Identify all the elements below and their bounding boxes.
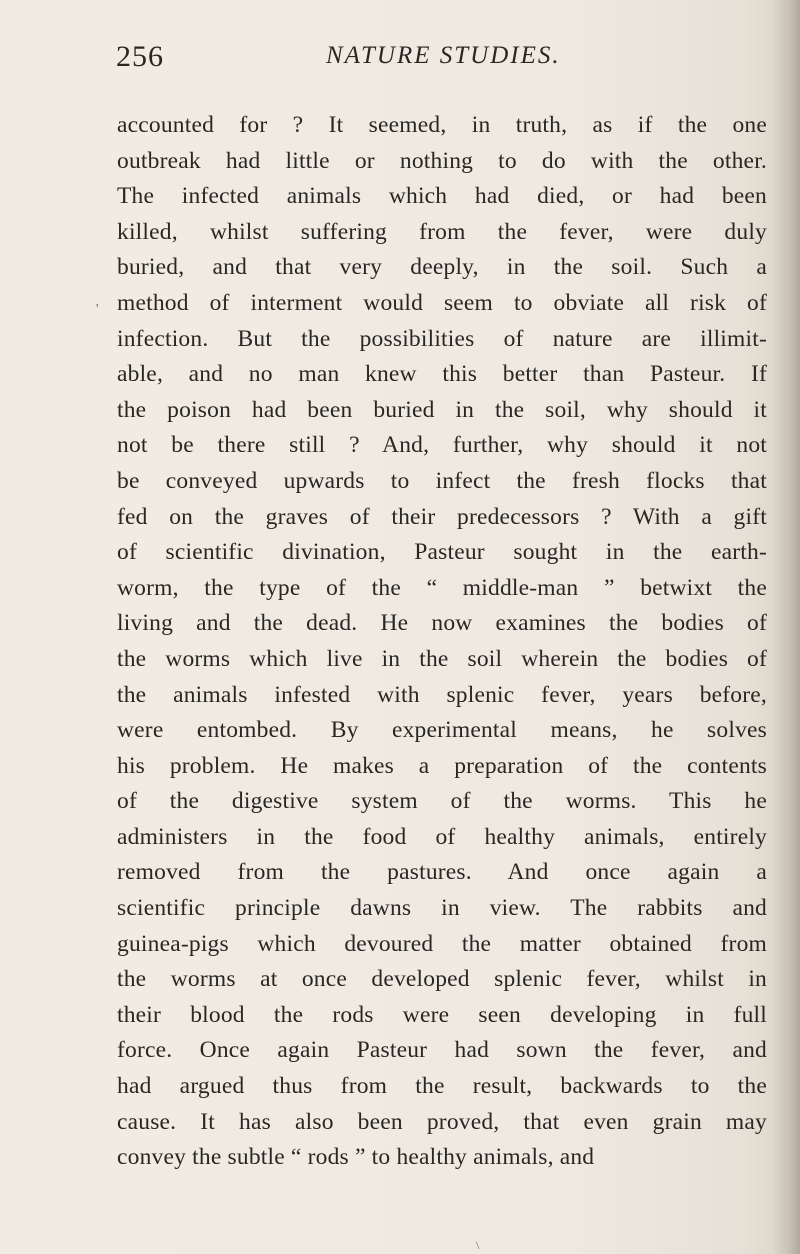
text-line: removed from the pastures. And once again a bbox=[117, 859, 767, 886]
text-line: force. Once again Pasteur had sown the fever, and bbox=[117, 1037, 767, 1064]
text-line: had argued thus from the result, backwards to the bbox=[117, 1073, 767, 1100]
text-line: able, and no man knew this better than Pasteur. If bbox=[117, 361, 767, 388]
text-line: the animals infested with splenic fever, years before, bbox=[117, 681, 767, 708]
text-line: be conveyed upwards to infect the fresh flocks that bbox=[117, 467, 767, 494]
text-line: were entombed. By experimental means, he solves bbox=[117, 717, 767, 744]
text-line: the worms which live in the soil wherein the bodies of bbox=[117, 645, 767, 672]
running-head: NATURE STUDIES. bbox=[326, 42, 561, 69]
text-line: method of interment would seem to obviate all risk of bbox=[117, 289, 767, 316]
text-line: the worms at once developed splenic fever, whilst in bbox=[117, 966, 767, 993]
text-line: their blood the rods were seen developing in full bbox=[117, 1001, 767, 1028]
text-line: killed, whilst suffering from the fever, were duly bbox=[117, 218, 767, 245]
text-line: The infected animals which had died, or had been bbox=[117, 183, 767, 210]
text-line: infection. But the possibilities of nature are illimit- bbox=[117, 325, 767, 352]
page-edge-shadow bbox=[772, 0, 800, 1254]
text-line: living and the dead. He now examines the bodies of bbox=[117, 610, 767, 637]
body-text bbox=[117, 108, 767, 1176]
text-line: guinea-pigs which devoured the matter obtained from bbox=[117, 930, 767, 957]
page-number: 256 bbox=[116, 40, 164, 73]
text-line: accounted for ? It seemed, in truth, as if the one bbox=[117, 112, 767, 138]
text-line: of scientific divination, Pasteur sought in the earth- bbox=[117, 539, 767, 566]
text-line: convey the subtle “ rods ” to healthy animals, and bbox=[117, 1144, 595, 1171]
text-line: the poison had been buried in the soil, why should it bbox=[117, 396, 767, 423]
bottom-mark: \ bbox=[476, 1238, 480, 1252]
text-line: fed on the graves of their predecessors ? With a gift bbox=[117, 503, 767, 530]
page-header bbox=[116, 40, 716, 80]
text-line: administers in the food of healthy animals, entirely bbox=[117, 823, 767, 850]
text-line: outbreak had little or nothing to do with the other. bbox=[117, 147, 767, 174]
text-line: not be there still ? And, further, why should it not bbox=[117, 432, 767, 459]
text-line: cause. It has also been proved, that even grain may bbox=[117, 1108, 767, 1135]
text-line: scientific principle dawns in view. The rabbits and bbox=[117, 895, 767, 922]
text-line: his problem. He makes a preparation of the contents bbox=[117, 752, 767, 779]
text-line: buried, and that very deeply, in the soil. Such a bbox=[117, 254, 767, 281]
margin-mark: ' bbox=[96, 302, 99, 317]
text-line: worm, the type of the “ middle-man ” betwixt the bbox=[117, 574, 767, 601]
text-line: of the digestive system of the worms. This he bbox=[117, 788, 767, 815]
